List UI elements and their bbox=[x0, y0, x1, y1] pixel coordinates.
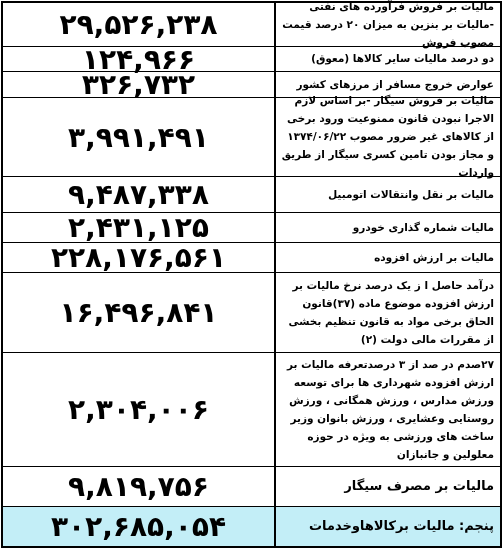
row-label-text: مالیات بر مصرف سیگار bbox=[344, 478, 494, 494]
row-value: ۲۹,۵۲۶,۲۳۸ bbox=[3, 3, 276, 46]
table-row bbox=[3, 0, 500, 49]
tax-table bbox=[1, 1, 502, 548]
table-row bbox=[3, 177, 500, 213]
row-value: ۹,۸۱۹,۷۵۶ bbox=[3, 467, 276, 506]
table-row bbox=[3, 467, 500, 507]
row-label-text: مالیات بر نقل وانتقالات اتومبیل bbox=[328, 188, 494, 201]
row-value: ۲,۳۰۴,۰۰۶ bbox=[3, 353, 276, 466]
row-label-text: دو درصد مالیات سایر کالاها (معوق) bbox=[311, 53, 494, 65]
row-value: ۳,۹۹۱,۴۹۱ bbox=[3, 98, 276, 176]
row-label-text: مالیات بر ارزش افزوده bbox=[374, 251, 494, 264]
row-label bbox=[276, 353, 500, 466]
row-label bbox=[276, 47, 500, 71]
row-label bbox=[276, 177, 500, 212]
row-value: ۱۲۴,۹۶۶ bbox=[3, 47, 276, 71]
row-label bbox=[276, 0, 500, 49]
row-label-text: مالیات بر فروش سیگار -بر اساس لازم الاجرا نبودن قانون ممنوعیت ورود برخی از کالاهای غیر ضرور مصوب ۱۳۷۴/۰۶/۲۲ و مجاز بودن تامین کسری سیگار از طریق واردات bbox=[281, 95, 494, 179]
total-row bbox=[3, 507, 500, 546]
row-value: ۲,۴۳۱,۱۲۵ bbox=[3, 213, 276, 242]
total-value: ۳۰۲,۶۸۵,۰۵۴ bbox=[3, 507, 276, 546]
row-label-text: مالیات بر فروش فرآورده های نفتی -مالیات بر بنزین به میزان ۲۰ درصد قیمت مصوب فروش bbox=[282, 0, 494, 49]
row-label-text: عوارض خروج مسافر از مرزهای کشور bbox=[296, 78, 494, 91]
table-row bbox=[3, 213, 500, 243]
table-row bbox=[3, 273, 500, 353]
row-label bbox=[276, 243, 500, 272]
row-label bbox=[276, 467, 500, 506]
total-label bbox=[276, 507, 500, 546]
row-value: ۳۲۶,۷۳۲ bbox=[3, 72, 276, 97]
row-label-text: درآمد حاصل ا ز یک درصد نرخ مالیات بر ارزش افزوده موضوع ماده (۳۷)قانون الحاق برخی مواد به قانون تنظیم بخشی از مقررات مالی دولت (۲) bbox=[288, 279, 494, 346]
row-label bbox=[276, 95, 500, 179]
table-row bbox=[3, 353, 500, 467]
total-label-text: پنجم: مالیات برکالاهاوخدمات bbox=[308, 518, 494, 534]
table-row bbox=[3, 243, 500, 273]
row-label bbox=[276, 273, 500, 352]
table-row bbox=[3, 95, 500, 179]
row-label-text: مالیات شماره گذاری خودرو bbox=[352, 221, 494, 234]
row-value: ۲۲۸,۱۷۶,۵۶۱ bbox=[3, 243, 276, 272]
row-value: ۱۶,۴۹۶,۸۴۱ bbox=[3, 273, 276, 352]
row-label-text: ۲۷صدم در صد از ۳ درصدتعرفه مالیات بر ارزش افزوده شهرداری ها برای توسعه ورزش مدارس ، ورزش همگانی ، ورزش روستایی وعشایری ، ورزش بانوان وزیر ساخت های ورزشی به ویژه در حوزه معلولین و جانبازان bbox=[287, 358, 494, 461]
row-value: ۹,۴۸۷,۳۳۸ bbox=[3, 177, 276, 212]
table-row bbox=[3, 42, 500, 76]
row-label bbox=[276, 213, 500, 242]
